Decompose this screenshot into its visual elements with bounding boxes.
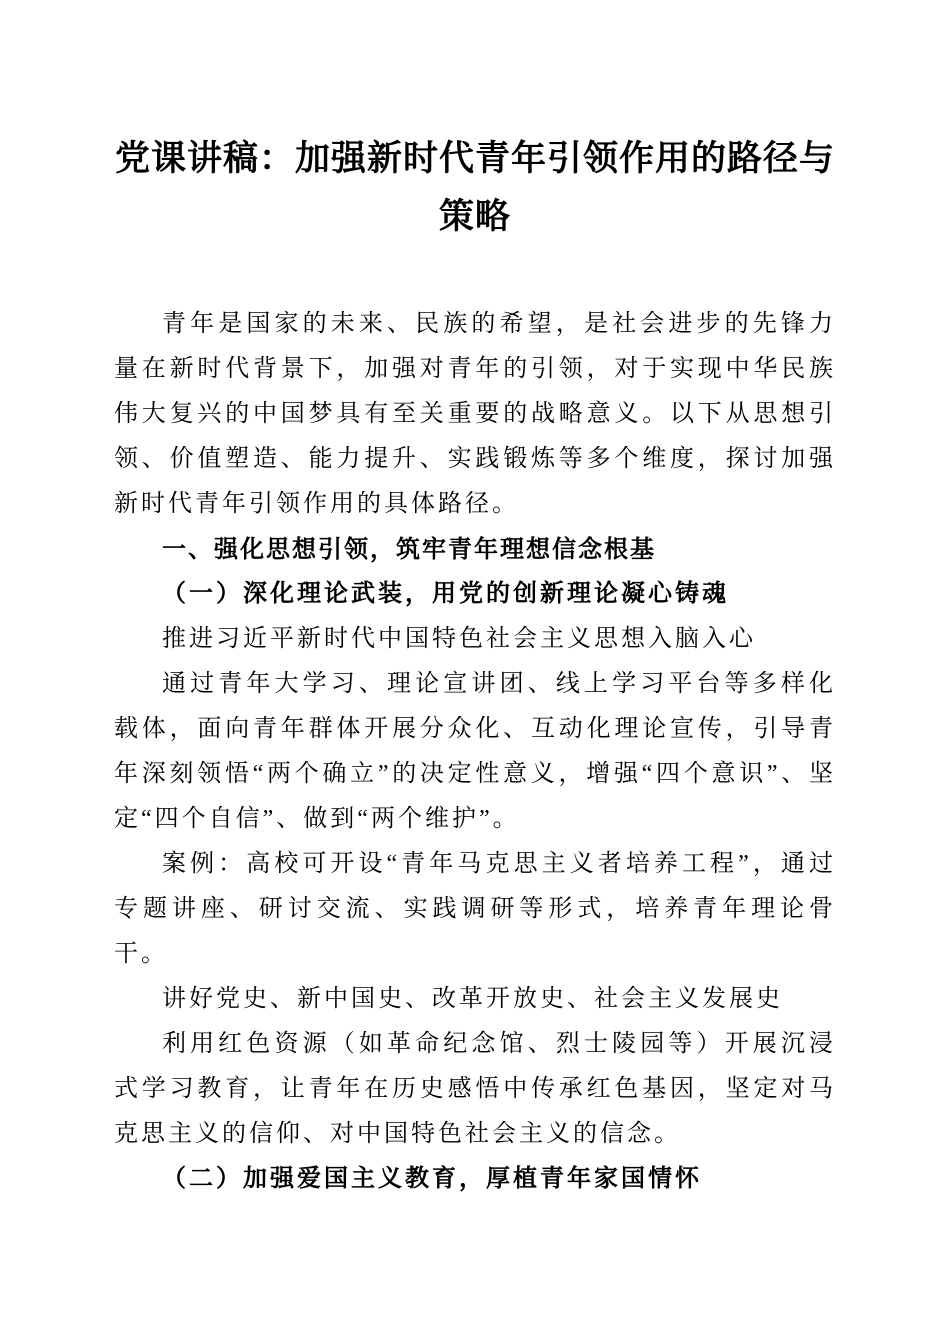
document-body xyxy=(114,302,836,1202)
subsection-1-1-heading: （一）深化理论武装，用党的创新理论凝心铸魂 xyxy=(162,581,729,607)
intro-paragraph: 青年是国家的未来、民族的希望，是社会进步的先锋力量在新时代背景下，加强对青年的引领，对于实现中华民族伟大复兴的中国梦具有至关重要的战略意义。以下从思想引领、价值塑造、能力提升、实践锻炼等多个维度，探讨加强新时代青年引领作用的具体路径。 xyxy=(114,311,836,517)
point-paragraph-history: 讲好党史、新中国史、改革开放史、社会主义发展史 xyxy=(162,986,783,1012)
body-paragraph-propaganda: 通过青年大学习、理论宣讲团、线上学习平台等多样化载体，面向青年群体开展分众化、互动化理论宣传，引导青年深刻领悟“两个确立”的决定性意义，增强“四个意识”、坚定“四个自信”、做到“两个维护”。 xyxy=(114,671,836,832)
body-paragraph-red-resources: 利用红色资源（如革命纪念馆、烈士陵园等）开展沉浸式学习教育，让青年在历史感悟中传承红色基因，坚定对马克思主义的信仰、对中国特色社会主义的信念。 xyxy=(114,1031,836,1147)
section-1-heading: 一、强化思想引领，筑牢青年理想信念根基 xyxy=(162,536,656,563)
document-title: 党课讲稿：加强新时代青年引领作用的路径与策略 xyxy=(114,139,835,236)
subsection-1-2-heading: （二）加强爱国主义教育，厚植青年家国情怀 xyxy=(162,1166,702,1192)
point-paragraph-theory: 推进习近平新时代中国特色社会主义思想入脑入心 xyxy=(162,626,756,652)
body-paragraph-case: 案例：高校可开设“青年马克思主义者培养工程”，通过专题讲座、研讨交流、实践调研等形式，培养青年理论骨干。 xyxy=(114,851,836,967)
